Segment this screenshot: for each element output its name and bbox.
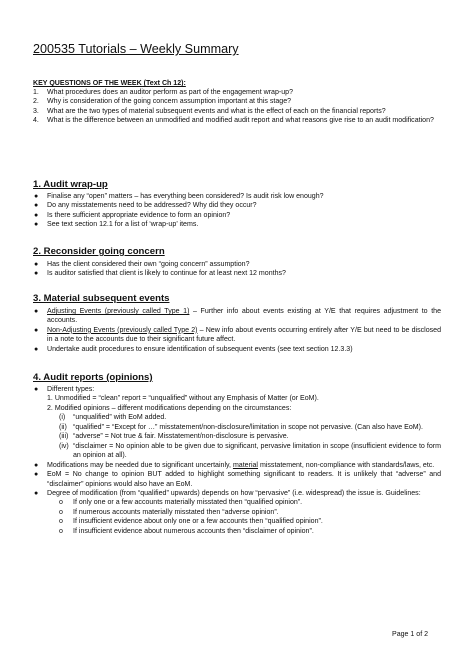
bullet-icon: ●: [34, 326, 39, 334]
roman-numeral: (i): [59, 414, 66, 422]
list-item: [33, 88, 441, 97]
section-heading-subsequent-events: 3. Material subsequent events: [33, 293, 170, 304]
list-item: [33, 220, 441, 229]
bullet-icon: ●: [34, 386, 39, 393]
list-item: [33, 201, 441, 210]
bullet-list: [33, 192, 441, 230]
list-item: [33, 97, 441, 106]
key-questions-heading: KEY QUESTIONS OF THE WEEK (Text Ch 12):: [33, 80, 186, 87]
section-heading-audit-wrap-up: 1. Audit wrap-up: [33, 179, 108, 190]
item-text: Undertake audit procedures to ensure identification of subsequent events (see text section 12.3.3): [47, 345, 353, 353]
item-text: Is auditor satisfied that client is likely to continue for at least next 12 months?: [47, 270, 286, 278]
list-item: [47, 508, 441, 517]
non-adjusting-events-label: Non-Adjusting Events (previously called Type 2): [47, 326, 198, 334]
adjusting-events-label: Adjusting Events (previously called Type 1): [47, 308, 190, 315]
circle-bullet-icon: o: [59, 527, 63, 535]
item-text: What procedures does an auditor perform as part of the engagement wrap-up?: [47, 89, 294, 96]
item-text: If only one or a few accounts materially misstated then “qualified opinion”.: [73, 499, 303, 507]
list-item: [47, 413, 441, 422]
bullet-icon: ●: [34, 202, 39, 210]
list-item: [47, 423, 441, 432]
item-text: Modifications may be needed due to significant uncertainly,: [47, 461, 233, 469]
item-text: “adverse” = Not true & fair. Misstatement/non-disclosure is pervasive.: [73, 433, 289, 441]
circle-bullet-icon: o: [59, 518, 63, 526]
list-item: [33, 211, 441, 220]
item-text: “unqualified” with EoM added.: [73, 414, 167, 422]
bullet-icon: ●: [34, 261, 39, 268]
item-number: 4.: [33, 117, 39, 125]
item-text: EoM = No change to opinion BUT added to highlight something significant to readers. It is unlikely that “adverse” and “disclaimer” opinions would also have an EoM.: [47, 471, 441, 488]
bullet-list: [33, 260, 441, 279]
item-text: “disclaimer = No opinion able to be given due to significant, pervasive limitation in scope (insufficient evidence to form an opinion at all).: [73, 442, 441, 460]
key-questions-list: [33, 88, 441, 126]
bullet-icon: ●: [34, 471, 39, 479]
roman-numeral: (iv): [59, 442, 69, 450]
list-item: [33, 116, 441, 125]
item-text: – Further info about events existing at Y/E that requires adjustment to the accounts.: [47, 308, 441, 325]
bullet-icon: ●: [34, 489, 39, 497]
bullet-icon: ●: [34, 211, 39, 219]
roman-numeral: (ii): [59, 423, 67, 431]
section-heading-going-concern: 2. Reconsider going concern: [33, 246, 165, 257]
bullet-icon: ●: [34, 221, 39, 229]
list-item: [47, 517, 441, 526]
item-number: 1.: [33, 89, 39, 96]
item-text: – New info about events occurring entirely after Y/E but need to be disclosed in a note to the accounts due to their significant future affect.: [47, 326, 441, 344]
list-item: [33, 326, 441, 345]
bullet-icon: ●: [34, 461, 39, 469]
list-item: [33, 307, 441, 326]
item-text: Why is consideration of the going concern assumption important at this stage?: [47, 98, 292, 106]
list-item: [33, 260, 441, 269]
page-title: 200535 Tutorials – Weekly Summary: [33, 42, 239, 56]
item-number: 2.: [33, 98, 39, 106]
roman-numeral: (iii): [59, 433, 69, 441]
list-item: [33, 470, 441, 489]
list-item: [33, 192, 441, 201]
item-text: If insufficient evidence about only one or a few accounts then “qualified opinion”.: [73, 518, 323, 526]
bullet-icon: ●: [34, 308, 39, 315]
list-item: [33, 345, 441, 354]
list-item: [47, 498, 441, 507]
item-text: If numerous accounts materially misstated then “adverse opinion”.: [73, 508, 279, 516]
list-item: [47, 527, 441, 536]
item-text: “qualified” = “Except for …” misstatement/non-disclosure/limitation in scope not pervasive. (Can also have EoM).: [73, 423, 423, 431]
item-text: misstatement, non-compliance with standards/laws, etc.: [258, 461, 435, 469]
item-text: Has the client considered their own “going concern” assumption?: [47, 261, 250, 268]
bullet-icon: ●: [34, 270, 39, 278]
item-text: What is the difference between an unmodified and modified audit report and what reasons give rise to an audit modification?: [47, 117, 434, 125]
item-text: Do any misstatements need to be addressed? Why did they occur?: [47, 202, 257, 210]
circle-bullet-icon: o: [59, 499, 63, 507]
list-item: [33, 385, 441, 461]
list-item: [33, 269, 441, 278]
list-item: [47, 442, 441, 461]
unmodified-opinion-text: 1. Unmodified = “clean” report = “unqualified” without any Emphasis of Matter (or EoM).: [47, 395, 319, 403]
bullet-icon: ●: [34, 345, 39, 353]
item-text: What are the two types of material subsequent events and what is the effect of each on the financial reports?: [47, 107, 386, 115]
list-item: [33, 461, 441, 470]
page-number: Page 1 of 2: [392, 631, 429, 638]
item-text: Different types:: [47, 386, 95, 393]
item-text: If insufficient evidence about numerous accounts then “disclaimer of opinion”.: [73, 527, 314, 535]
item-number: 3.: [33, 107, 39, 115]
item-text: See text section 12.1 for a list of ‘wrap-up’ items.: [47, 221, 199, 229]
bullet-list: [33, 385, 441, 536]
bullet-icon: ●: [34, 193, 39, 200]
bullet-list: [33, 307, 441, 354]
modified-opinion-text: 2. Modified opinions – different modifications depending on the circumstances:: [47, 404, 292, 412]
list-item: [47, 432, 441, 441]
item-text: Is there sufficient appropriate evidence to form an opinion?: [47, 211, 231, 219]
list-item: [33, 107, 441, 116]
circle-bullet-icon: o: [59, 508, 63, 516]
material-word: material: [232, 461, 259, 469]
item-text: Degree of modification (from “qualified” upwards) depends on how “pervasive” (i.e. widespread) the issue is. Guidelines:: [47, 489, 421, 497]
section-heading-audit-reports: 4. Audit reports (opinions): [33, 372, 153, 383]
item-text: Finalise any “open” matters – has everything been considered? Is audit risk low enough?: [47, 193, 324, 200]
list-item: [33, 489, 441, 536]
